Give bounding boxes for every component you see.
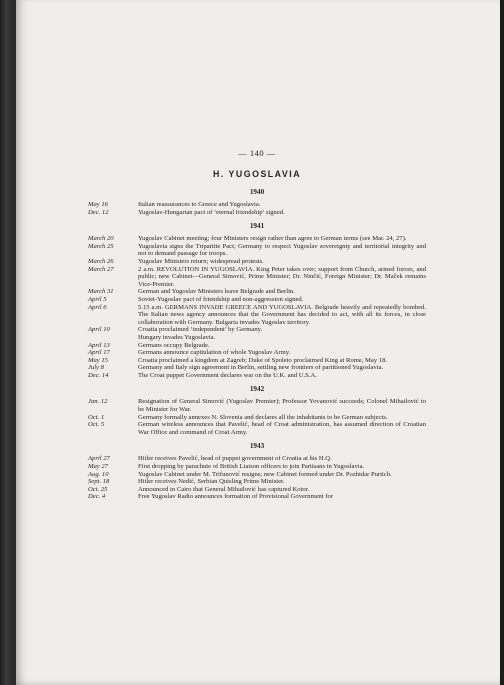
entry-text: Yugoslav Cabinet meeting; four Ministers resign rather than agree to German terms (see Mar. 24, 27).	[138, 235, 407, 243]
chronology-entry	[88, 357, 426, 365]
entry-text: Yugoslav Ministers return; widespread protests.	[138, 257, 264, 265]
entry-date: Oct. 25	[88, 485, 108, 493]
entry-date	[88, 334, 138, 342]
entry-text: Yugoslav-Hungarian pact of ‘eternal friendship’ signed.	[138, 208, 285, 216]
chronology-entry	[88, 493, 426, 501]
chronology-entry	[88, 421, 426, 436]
entry-text: Soviet-Yugoslav pact of friendship and non-aggression signed.	[138, 295, 304, 303]
entry-date: April 13	[88, 341, 110, 349]
entry-text: Germans occupy Belgrade.	[138, 341, 210, 349]
entry-date: Jan. 12	[88, 398, 108, 406]
chronology-entry	[88, 304, 426, 327]
entry-date: May 27	[88, 463, 108, 471]
chronology-entry	[88, 326, 426, 334]
entry-text: Hungary invades Yugoslavia.	[138, 333, 216, 341]
entry-text: Germans announce capitulation of whole Yugoslav Army.	[138, 349, 291, 357]
entry-date: Dec. 14	[88, 371, 109, 379]
chronology-entry	[88, 364, 426, 372]
entry-date: Dec. 12	[88, 208, 109, 216]
entry-text: Germany and Italy sign agreement in Berlin, settling new frontiers of partitioned Yugoslavia.	[138, 364, 384, 372]
chronology-entry	[88, 372, 426, 380]
chronology-entry	[88, 243, 426, 258]
chronology-entry	[88, 455, 426, 463]
entry-date: April 27	[88, 455, 110, 463]
year-heading: 1941	[249, 222, 265, 231]
chronology-entry	[88, 235, 426, 243]
page-edge	[500, 0, 504, 685]
chronology-entry	[88, 266, 426, 289]
year-heading: 1942	[249, 385, 265, 394]
entry-date: April 5	[88, 295, 107, 303]
entry-text: Free Yugoslav Radio announces formation of Provisional Government for	[138, 493, 333, 501]
paper-page	[16, 0, 500, 685]
chronology-entry	[88, 398, 426, 413]
entry-date: April 6	[88, 303, 107, 311]
entry-date: March 26	[88, 257, 114, 265]
entry-text: 5.15 a.m. GERMANS INVADE GREECE AND YUGOSLAVIA. Belgrade heavily and repeatedly bombed. The Italian news agency announces that the Government has decided to act, with all its forces, in close collaboration with Germany. Bulgaria invades Yugoslav territory.	[138, 303, 426, 326]
entry-text: 2 a.m. REVOLUTION IN YUGOSLAVIA. King Peter takes over; support from Church, armed forces, and public; new Cabinet—General Simović, Prime Minister; Dr. Ninčić, Foreign Minister; Dr. Maček remains Vice-Premier.	[138, 265, 426, 288]
chronology-entry	[88, 349, 426, 357]
entry-date: May 16	[88, 201, 108, 208]
entry-date: May 15	[88, 356, 108, 364]
entry-text: Announced in Cairo that General Mihailović has captured Kotor.	[138, 485, 310, 493]
chronology-entry	[88, 201, 426, 209]
entry-text: The Croat puppet Government declares war on the U.K. and U.S.A.	[138, 371, 317, 379]
entry-date: Dec. 4	[88, 493, 106, 501]
chronology-entry	[88, 288, 426, 296]
entry-text: German wireless announces that Pavelić, head of Croat administration, has assumed direction of Croatian War Office and command of Croat Army.	[138, 421, 426, 436]
chronology-entry	[88, 209, 426, 217]
entry-date: March 20	[88, 235, 114, 243]
entry-text: First dropping by parachute of British Liaison officers to join Partisans in Yugoslavia.	[138, 463, 365, 471]
entry-text: Hitler receives Nedić, Serbian Quisling Prime Minister.	[138, 478, 285, 486]
entry-date: March 25	[88, 242, 114, 250]
chronology-content	[88, 148, 426, 501]
chronology-entry	[88, 463, 426, 471]
entry-date: March 27	[88, 265, 114, 273]
entry-text: Germany formally annexes N. Slovenia and declares all the inhabitants to be German subjects.	[138, 413, 388, 421]
entry-date: Aug. 10	[88, 470, 109, 478]
entry-text: Italian reassurances to Greece and Yugoslavia.	[138, 201, 261, 208]
entry-date: March 31	[88, 288, 114, 296]
entry-text: Hitler receives Pavelić, head of puppet government of Croatia at his H.Q.	[138, 455, 332, 463]
section-title: H. YUGOSLAVIA	[212, 169, 302, 179]
year-sections	[88, 188, 426, 501]
chronology-entry	[88, 486, 426, 494]
entry-date: Sept. 18	[88, 478, 110, 486]
page-number: — 140 —	[238, 148, 276, 158]
year-heading: 1940	[249, 188, 265, 196]
entry-text: Croatia proclaimed a kingdom at Zagreb; Duke of Spoleto proclaimed King at Rome, May 18.	[138, 356, 388, 364]
entry-text: Croatia proclaimed ‘independent’ by Germany.	[138, 326, 263, 334]
chronology-entry	[88, 471, 426, 479]
entry-text: Yugoslav Cabinet under M. Trifunović resigns; new Cabinet formed under Dr. Pozhidar Puritch.	[138, 470, 392, 478]
entry-date: April 10	[88, 326, 110, 334]
entry-date: April 17	[88, 349, 110, 357]
entry-text: Resignation of General Simović (Yugoslav Premier); Professor Yovanović succeeds; Colonel Mihailović to be Minister for War.	[138, 398, 426, 414]
entry-text: Yugoslavia signs the Tripartite Pact; Germany to respect Yugoslav sovereignty and territorial integrity and not to demand passage for troops.	[138, 242, 426, 258]
chronology-entry	[88, 478, 426, 486]
chronology-entry	[88, 414, 426, 422]
chronology-entry	[88, 296, 426, 304]
entry-date: Oct. 1	[88, 413, 105, 421]
chronology-entry	[88, 342, 426, 350]
entry-text: German and Yugoslav Ministers leave Belgrade and Berlin.	[138, 288, 295, 296]
entry-date: Oct. 5	[88, 421, 105, 429]
year-heading: 1943	[249, 442, 265, 451]
entry-date: July 8	[88, 364, 104, 372]
chronology-entry	[88, 334, 426, 342]
chronology-entry	[88, 258, 426, 266]
